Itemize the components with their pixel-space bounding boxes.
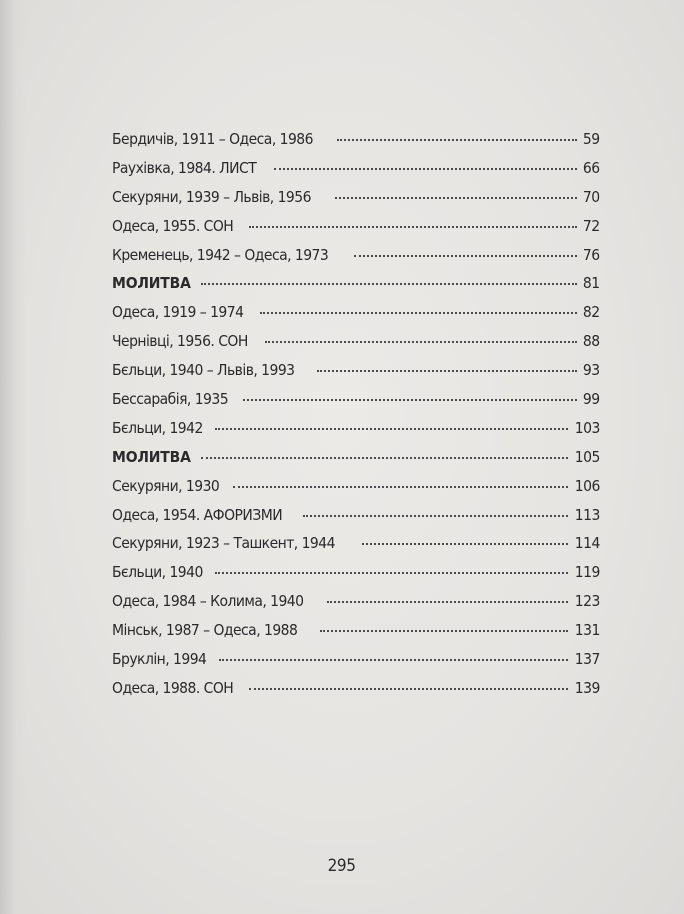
toc-dot-leader [362,543,569,545]
toc-dot-leader [201,283,577,285]
toc-entry-page: 114 [574,534,600,553]
toc-dot-leader [215,572,568,574]
toc-entry [112,188,600,217]
toc-entry-title: Бєльци, 1942 [112,418,203,437]
toc-dot-leader [233,486,568,488]
toc-dot-leader [249,688,568,690]
toc-dot-leader [201,457,568,459]
toc-entry-page: 99 [583,390,600,409]
toc-entry-page: 105 [574,447,600,466]
toc-entry-title: Кременець, 1942 – Одеса, 1973 [112,245,329,264]
toc-entry-page: 82 [583,303,600,322]
toc-dot-leader [249,226,578,228]
toc-entry [112,159,600,188]
toc-dot-leader [337,139,577,141]
toc-dot-leader [260,312,577,314]
toc-entry [112,534,600,563]
toc-entry-page: 119 [574,563,600,582]
toc-entry-title: Секуряни, 1930 [112,476,220,495]
toc-entry-page: 113 [574,505,600,524]
toc-entry-page: 70 [583,187,600,206]
toc-entry [112,563,600,592]
toc-dot-leader [317,370,578,372]
toc-entry-page: 93 [583,361,600,380]
toc-dot-leader [320,630,568,632]
toc-dot-leader [327,601,568,603]
toc-entry-title: Бессарабія, 1935 [112,390,229,409]
toc-entry-page: 66 [583,158,600,177]
toc-entry-page: 59 [583,130,600,148]
toc-entry-title: Одеса, 1984 – Колима, 1940 [112,592,304,611]
toc-entry-title: Одеса, 1988. СОН [112,678,234,697]
toc-entry-title: Бєльци, 1940 – Львів, 1993 [112,361,295,380]
toc-entry [112,361,600,390]
toc-dot-leader [243,399,578,401]
toc-entry [112,621,600,650]
page-number-text: 295 [327,856,357,876]
toc-dot-leader [303,515,568,517]
toc-entry-title: Бєльци, 1940 [112,563,203,582]
toc-entry-title: Раухівка, 1984. ЛИСТ [112,158,257,177]
toc-dot-leader [354,255,577,257]
toc-entry-title: Секуряни, 1923 – Ташкент, 1944 [112,534,335,553]
toc-entry-title: Чернівці, 1956. СОН [112,332,248,351]
toc-entry [112,332,600,361]
toc-entry [112,592,600,621]
toc-dot-leader [274,168,577,170]
toc-entry-page: 131 [574,621,600,640]
toc-entry-page: 103 [574,418,600,437]
toc-entry-page: 106 [574,476,600,495]
toc-entry-title: Секуряни, 1939 – Львів, 1956 [112,187,311,206]
toc-entry [112,650,600,679]
toc-entry-title: Одеса, 1919 – 1974 [112,303,244,322]
toc-entry [112,419,600,448]
toc-entry-title: Бруклін, 1994 [112,650,207,669]
toc-entry [112,448,600,477]
toc-entry-page: 137 [574,650,600,669]
toc-entry-page: 72 [583,216,600,235]
toc-dot-leader [215,428,568,430]
toc-entry-page: 123 [574,592,600,611]
toc-entry-title: Бердичів, 1911 – Одеса, 1986 [112,130,313,148]
toc-entry-page: 139 [574,678,600,697]
toc-dot-leader [219,659,568,661]
toc-entry-title: Одеса, 1955. СОН [112,216,234,235]
toc-entry [112,274,600,303]
toc-dot-leader [265,341,578,343]
toc-entry [112,130,600,159]
page-number [0,856,684,876]
toc-entry [112,217,600,246]
toc-entry-title: Мінськ, 1987 – Одеса, 1988 [112,621,298,640]
toc-entry-page: 81 [583,274,600,293]
toc-entry [112,506,600,535]
toc-entry [112,679,600,708]
toc-entry [112,477,600,506]
toc-entry-page: 76 [583,245,600,264]
toc-entry [112,303,600,332]
toc-entry-title: Одеса, 1954. АФОРИЗМИ [112,505,283,524]
toc-entry-title: МОЛИТВА [112,447,191,466]
toc-entry-title: МОЛИТВА [112,274,191,293]
table-of-contents [112,130,600,708]
toc-entry-page: 88 [583,332,600,351]
toc-entry [112,390,600,419]
toc-entry [112,246,600,275]
toc-dot-leader [335,197,577,199]
